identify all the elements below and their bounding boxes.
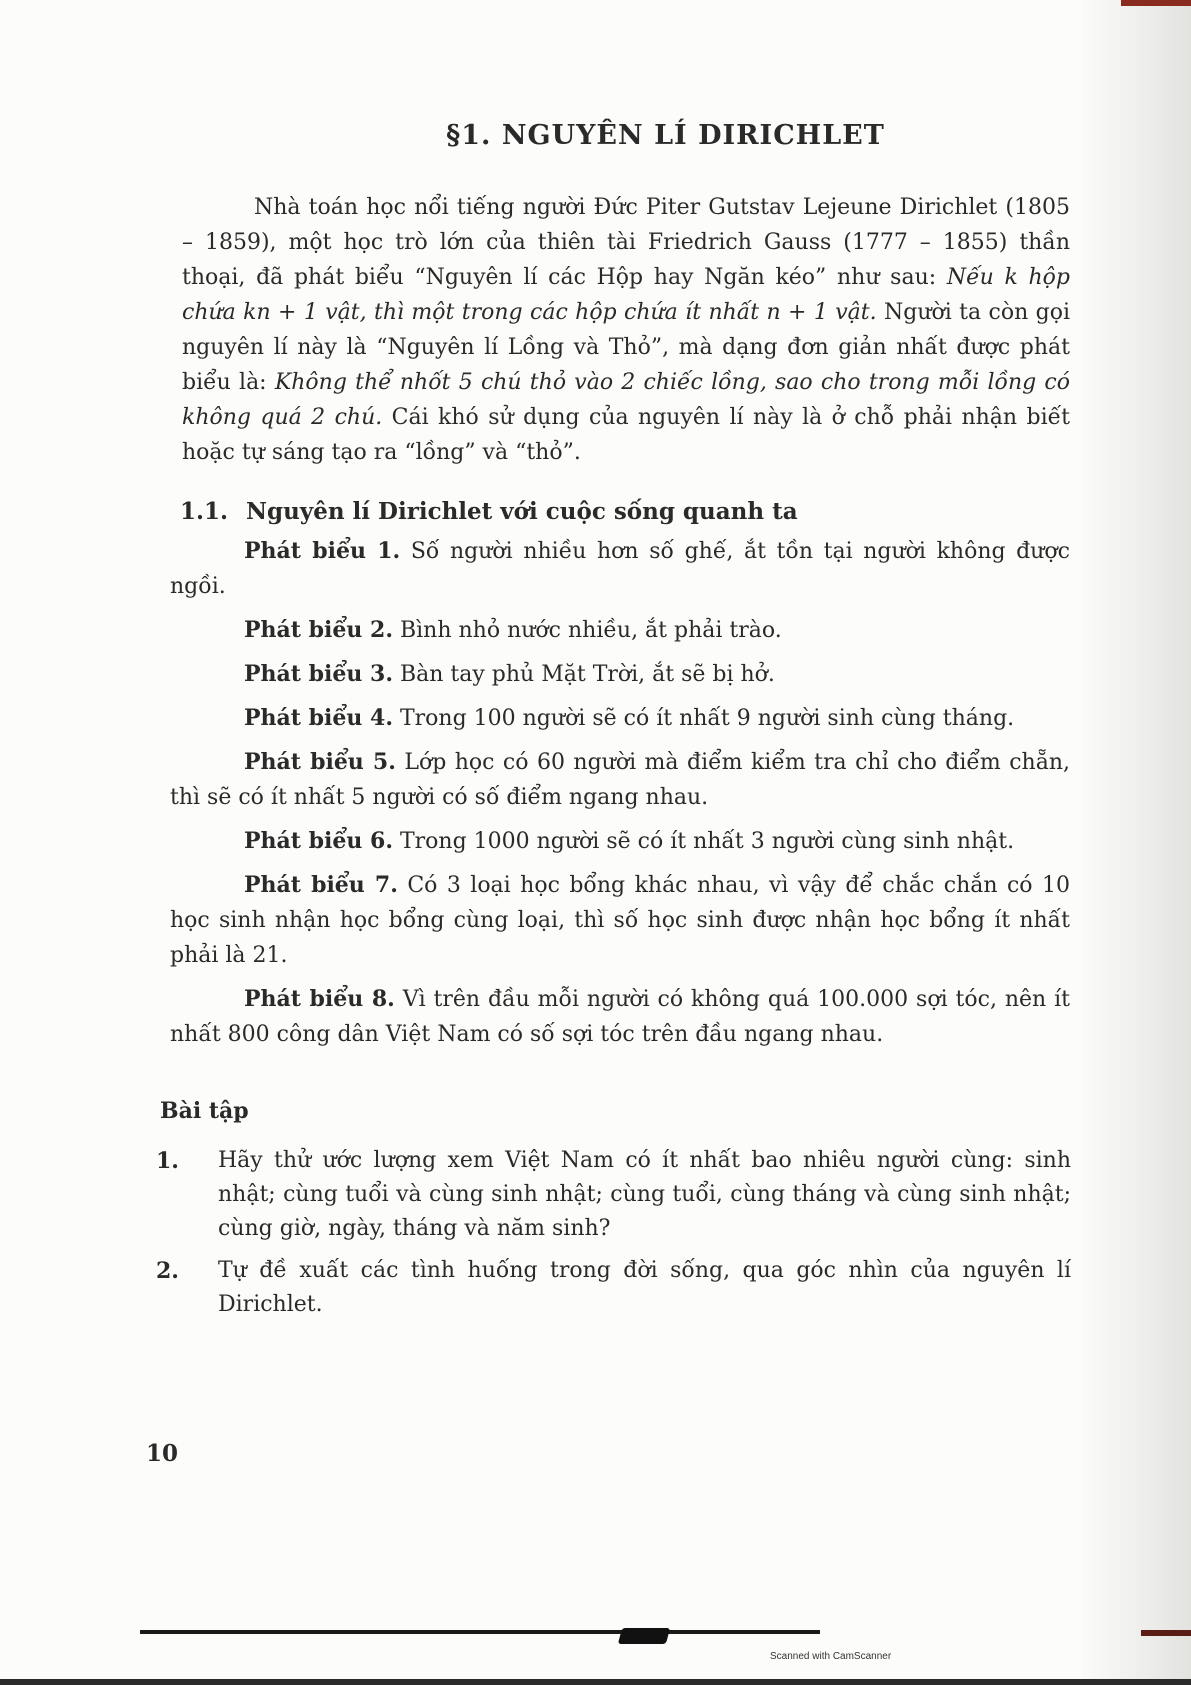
statement-label: Phát biểu 3. bbox=[244, 661, 393, 687]
page-edge-shadow bbox=[1081, 0, 1191, 1685]
statement-label: Phát biểu 1. bbox=[244, 538, 401, 564]
scan-bottom-line bbox=[140, 1630, 820, 1634]
exercise-number: 1. bbox=[156, 1148, 179, 1174]
statement-item bbox=[170, 657, 1070, 692]
statement-label: Phát biểu 4. bbox=[244, 705, 393, 731]
intro-text-1: Nhà toán học nổi tiếng người Đức Piter Gutstav Lejeune Dirichlet (1805 – 1859), một học trò lớn của thiên tài Friedrich Gauss (1777 – 1855) thần thoại, đã phát biểu “Nguyên lí các Hộp hay Ngăn kéo” như sau: bbox=[182, 195, 1070, 290]
intro-text-3: Cái khó sử dụng của nguyên lí này là ở chỗ phải nhận biết hoặc tự sáng tạo ra “lồng” và “thỏ”. bbox=[182, 405, 1070, 465]
statement-text: Vì trên đầu mỗi người có không quá 100.000 sợi tóc, nên ít nhất 800 công dân Việt Nam có số sợi tóc trên đầu ngang nhau. bbox=[170, 987, 1070, 1047]
intro-text-2: Người ta còn gọi nguyên lí này là “Nguyên lí Lồng và Thỏ”, mà dạng đơn giản nhất được phát biểu là: bbox=[182, 300, 1070, 395]
exercise-text: Tự đề xuất các tình huống trong đời sống, qua góc nhìn của nguyên lí Dirichlet. bbox=[218, 1258, 1071, 1317]
intro-italic-1: Nếu k hộp chứa kn + 1 vật, thì một trong các hộp chứa ít nhất n + 1 vật. bbox=[182, 265, 1070, 325]
section-number: 1.1. bbox=[180, 498, 229, 525]
statement-item bbox=[170, 701, 1070, 736]
section-heading bbox=[180, 498, 798, 525]
scanner-watermark: Scanned with CamScanner bbox=[770, 1651, 892, 1662]
exercise-number: 2. bbox=[156, 1258, 179, 1284]
statement-label: Phát biểu 6. bbox=[244, 828, 393, 854]
statement-text: Lớp học có 60 người mà điểm kiểm tra chỉ cho điểm chẵn, thì sẽ có ít nhất 5 người có số điểm ngang nhau. bbox=[170, 750, 1071, 810]
page-number: 10 bbox=[146, 1440, 179, 1467]
corner-mark-top bbox=[1121, 0, 1191, 6]
exercises-heading: Bài tập bbox=[160, 1098, 249, 1124]
statement-text: Có 3 loại học bổng khác nhau, vì vậy để chắc chắn có 10 học sinh nhận học bổng cùng loại, thì số học sinh được nhận học bổng ít nhất phải là 21. bbox=[170, 873, 1070, 968]
page-title: §1. NGUYÊN LÍ DIRICHLET bbox=[446, 120, 885, 151]
exercise-item bbox=[156, 1144, 1071, 1246]
statement-item bbox=[170, 613, 1070, 648]
scan-bottom-edge bbox=[0, 1679, 1191, 1685]
section-title: Nguyên lí Dirichlet với cuộc sống quanh ta bbox=[246, 498, 798, 525]
statement-item bbox=[170, 982, 1070, 1052]
intro-paragraph bbox=[182, 190, 1070, 470]
statement-text: Bàn tay phủ Mặt Trời, ắt sẽ bị hở. bbox=[392, 662, 775, 687]
exercise-text: Hãy thử ước lượng xem Việt Nam có ít nhất bao nhiêu người cùng: sinh nhật; cùng tuổi và cùng sinh nhật; cùng tuổi, cùng tháng và cùng sinh nhật; cùng giờ, ngày, tháng và năm sinh? bbox=[218, 1148, 1071, 1241]
statement-item bbox=[170, 868, 1070, 973]
statement-text: Trong 100 người sẽ có ít nhất 9 người sinh cùng tháng. bbox=[392, 706, 1015, 731]
statement-label: Phát biểu 8. bbox=[244, 986, 395, 1012]
statement-item bbox=[170, 824, 1070, 859]
statement-text: Trong 1000 người sẽ có ít nhất 3 người cùng sinh nhật. bbox=[392, 829, 1015, 854]
statement-label: Phát biểu 5. bbox=[244, 749, 396, 775]
statement-text: Số người nhiều hơn số ghế, ắt tồn tại người không được ngồi. bbox=[170, 539, 1071, 599]
statements-list bbox=[170, 534, 1070, 1061]
exercise-item bbox=[156, 1254, 1071, 1322]
corner-mark-bottom bbox=[1141, 1630, 1191, 1636]
statement-text: Bình nhỏ nước nhiều, ắt phải trào. bbox=[392, 618, 782, 643]
statement-item bbox=[170, 745, 1070, 815]
statement-label: Phát biểu 2. bbox=[244, 617, 393, 643]
scan-artifact bbox=[618, 1628, 670, 1644]
intro-italic-2: Không thể nhốt 5 chú thỏ vào 2 chiếc lồng, sao cho trong mỗi lồng có không quá 2 chú. bbox=[182, 370, 1070, 430]
statement-label: Phát biểu 7. bbox=[244, 872, 398, 898]
exercises-list bbox=[156, 1144, 1071, 1330]
statement-item bbox=[170, 534, 1070, 604]
